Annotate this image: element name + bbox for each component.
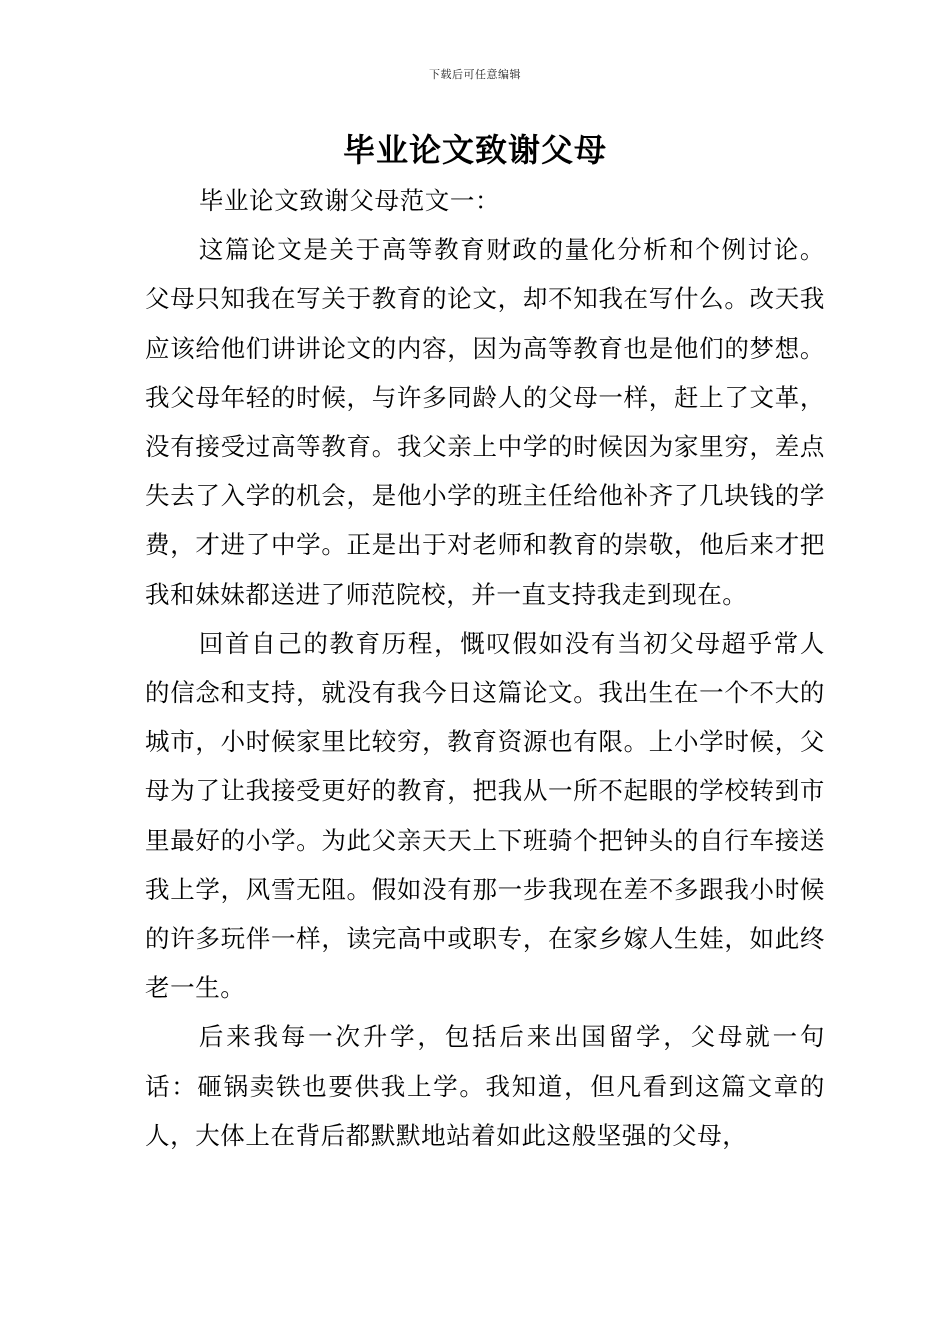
document-title: 毕业论文致谢父母 — [342, 131, 607, 169]
document-body — [145, 176, 825, 1160]
header-note: 下载后可任意编辑 — [429, 68, 521, 81]
paragraph: 这篇论文是关于高等教育财政的量化分析和个例讨论。父母只知我在写关于教育的论文，却不知我在写什么。改天我应该给他们讲讲论文的内容，因为高等教育也是他们的梦想。我父母年轻的时候，与许多同龄人的父母一样，赶上了文革，没有接受过高等教育。我父亲上中学的时候因为家里穷，差点失去了入学的机会，是他小学的班主任给他补齐了几块钱的学费，才进了中学。正是出于对老师和教育的崇敬，他后来才把我和妹妹都送进了师范院校，并一直支持我走到现在。 — [145, 235, 825, 609]
paragraph: 后来我每一次升学，包括后来出国留学，父母就一句话：砸锅卖铁也要供我上学。我知道，但凡看到这篇文章的人，大体上在背后都默默地站着如此这般坚强的父母， — [145, 1022, 825, 1150]
paragraph-intro: 毕业论文致谢父母范文一： — [198, 186, 501, 215]
paragraph: 回首自己的教育历程，慨叹假如没有当初父母超乎常人的信念和支持，就没有我今日这篇论文。我出生在一个不大的城市，小时候家里比较穷，教育资源也有限。上小学时候，父母为了让我接受更好的教育，把我从一所不起眼的学校转到市里最好的小学。为此父亲天天上下班骑个把钟头的自行车接送我上学，风雪无阻。假如没有那一步我现在差不多跟我小时候的许多玩伴一样，读完高中或职专，在家乡嫁人生娃，如此终老一生。 — [145, 628, 825, 1003]
